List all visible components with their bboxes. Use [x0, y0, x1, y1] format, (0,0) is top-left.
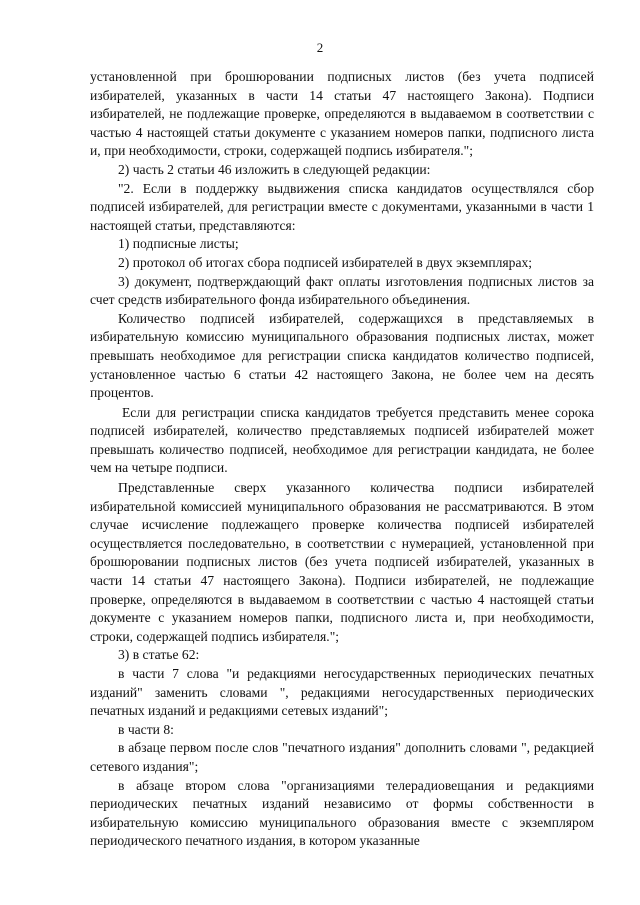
paragraph: Количество подписей избирателей, содержащихся в представляемых в избирательную комиссию муниципального образования подписных листах, может превышать необходимое для регистрации списка кандидатов количество подписей, установленное частью 6 статьи 42 настоящего Закона, не более чем на десять процентов.	[90, 310, 594, 401]
paragraph: в части 7 слова "и редакциями негосударственных периодических печатных изданий" заменить словами ", редакциями негосударственных периодических печатных изданий и редакциями сетевых изданий";	[90, 666, 594, 719]
paragraph: 2) часть 2 статьи 46 изложить в следующей редакции:	[118, 161, 431, 177]
paragraph: Представленные сверх указанного количества подписи избирателей избирательной комиссией муниципального образования не рассматриваются. В этом случае исчисление подлежащего проверке количества подписей избирателей осуществляется последовательно, в соответствии с нумерацией, установленной при брошюровании подписных листов (без учета подписей избирателей, указанных в части 14 статьи 47 настоящего Закона). Подписи избирателей, не подлежащие проверке, определяются в выдаваемом в соответствии с частью 4 настоящей статьи документе с указанием номеров папки, подписного листа и, при необходимости, строки, содержащей подпись избирателя.";	[90, 480, 594, 644]
paragraph: в абзаце втором слова "организациями телерадиовещания и редакциями периодических печатных изданий независимо от формы собственности в избирательную комиссию муниципального образования вместе с экземпляром периодического печатного издания, в котором указанные	[90, 777, 594, 849]
paragraph: установленной при брошюровании подписных листов (без учета подписей избирателей, указанных в части 14 статьи 47 настоящего Закона). Подписи избирателей, не подлежащие проверке, определяются в выдаваемом в соответствии с частью 4 настоящей статьи документе с указанием номеров папки, подписного листа и, при необходимости, строки, содержащей подпись избирателя.";	[90, 69, 594, 159]
paragraph: Если для регистрации списка кандидатов требуется представить менее сорока подписей избирателей, количество представляемых подписей избирателей может превышать количество подписей, необходимое для регистрации кандидата, не более чем на четыре подписи.	[90, 404, 594, 476]
paragraph: "2. Если в поддержку выдвижения списка кандидатов осуществлялся сбор подписей избирателей, для регистрации вместе с документами, указанными в части 1 настоящей статьи, представляются:	[90, 180, 594, 233]
list-item: 3) документ, подтверждающий факт оплаты изготовления подписных листов за счет средств избирательного фонда избирательного объединения.	[90, 273, 594, 308]
paragraph: 3) в статье 62:	[118, 647, 200, 663]
list-item: 1) подписные листы;	[118, 236, 239, 252]
page-number: 2	[316, 40, 324, 55]
paragraph: в части 8:	[118, 721, 174, 737]
paragraph: в абзаце первом после слов "печатного издания" дополнить словами ", редакцией сетевого издания";	[90, 740, 594, 774]
list-item: 2) протокол об итогах сбора подписей избирателей в двух экземплярах;	[118, 254, 533, 270]
document-body	[90, 68, 594, 851]
